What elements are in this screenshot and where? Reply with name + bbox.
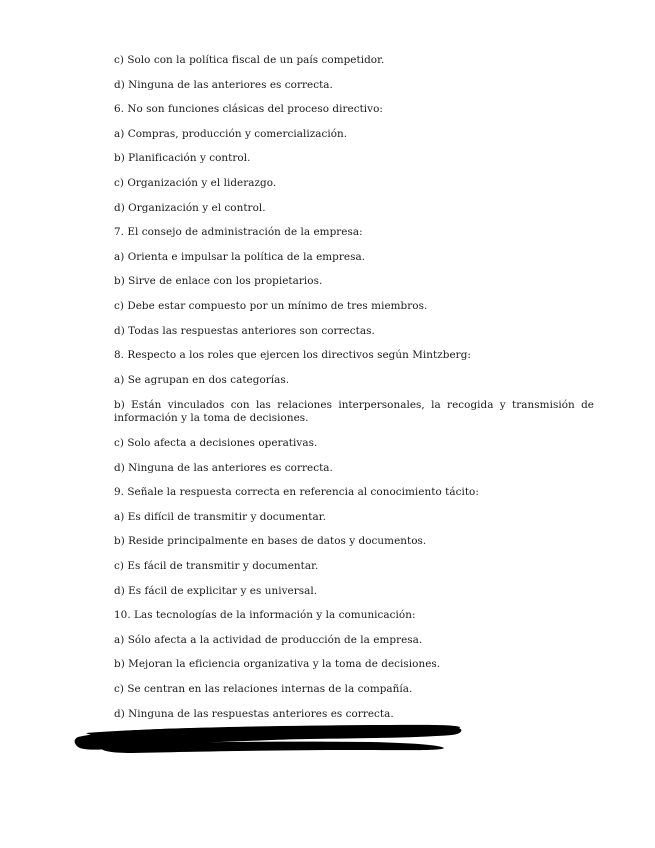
answer-option-9d: d) Es fácil de explicitar y es universal. [114,585,318,597]
question-10: 10. Las tecnologías de la información y la comunicación: [114,609,416,621]
answer-option-5d: d) Ninguna de las anteriores es correcta. [114,79,333,91]
question-6: 6. No son funciones clásicas del proceso directivo: [114,103,383,115]
answer-option-10a: a) Sólo afecta a la actividad de producción de la empresa. [114,634,423,646]
answer-option-10b: b) Mejoran la eficiencia organizativa y la toma de decisiones. [114,658,441,670]
answer-option-8c: c) Solo afecta a decisiones operativas. [114,437,318,449]
answer-option-8b: b) Están vinculados con las relaciones interpersonales, la recogida y transmisión de información y la toma de decisiones. [114,399,594,424]
answer-option-7b: b) Sirve de enlace con los propietarios. [114,275,323,287]
answer-option-9a: a) Es difícil de transmitir y documentar. [114,511,326,523]
answer-option-5c: c) Solo con la política fiscal de un país competidor. [114,54,385,66]
answer-option-8d: d) Ninguna de las anteriores es correcta. [114,462,333,474]
answer-option-10c: c) Se centran en las relaciones internas de la compañía. [114,683,413,695]
answer-option-9b: b) Reside principalmente en bases de datos y documentos. [114,535,427,547]
answer-option-7a: a) Orienta e impulsar la política de la empresa. [114,251,366,263]
answer-option-6b: b) Planificación y control. [114,152,251,164]
answer-option-9c: c) Es fácil de transmitir y documentar. [114,560,319,572]
answer-option-8a: a) Se agrupan en dos categorías. [114,374,290,386]
answer-option-6c: c) Organización y el liderazgo. [114,177,277,189]
answer-option-6d: d) Organización y el control. [114,202,266,214]
redaction-mark [72,722,464,756]
answer-option-6a: a) Compras, producción y comercialización. [114,128,348,140]
answer-option-7d: d) Todas las respuestas anteriores son correctas. [114,325,375,337]
question-7: 7. El consejo de administración de la empresa: [114,226,363,238]
question-9: 9. Señale la respuesta correcta en referencia al conocimiento tácito: [114,486,479,498]
answer-option-10d: d) Ninguna de las respuestas anteriores es correcta. [114,708,394,720]
answer-option-7c: c) Debe estar compuesto por un mínimo de tres miembros. [114,300,428,312]
question-8: 8. Respecto a los roles que ejercen los directivos según Mintzberg: [114,349,471,361]
